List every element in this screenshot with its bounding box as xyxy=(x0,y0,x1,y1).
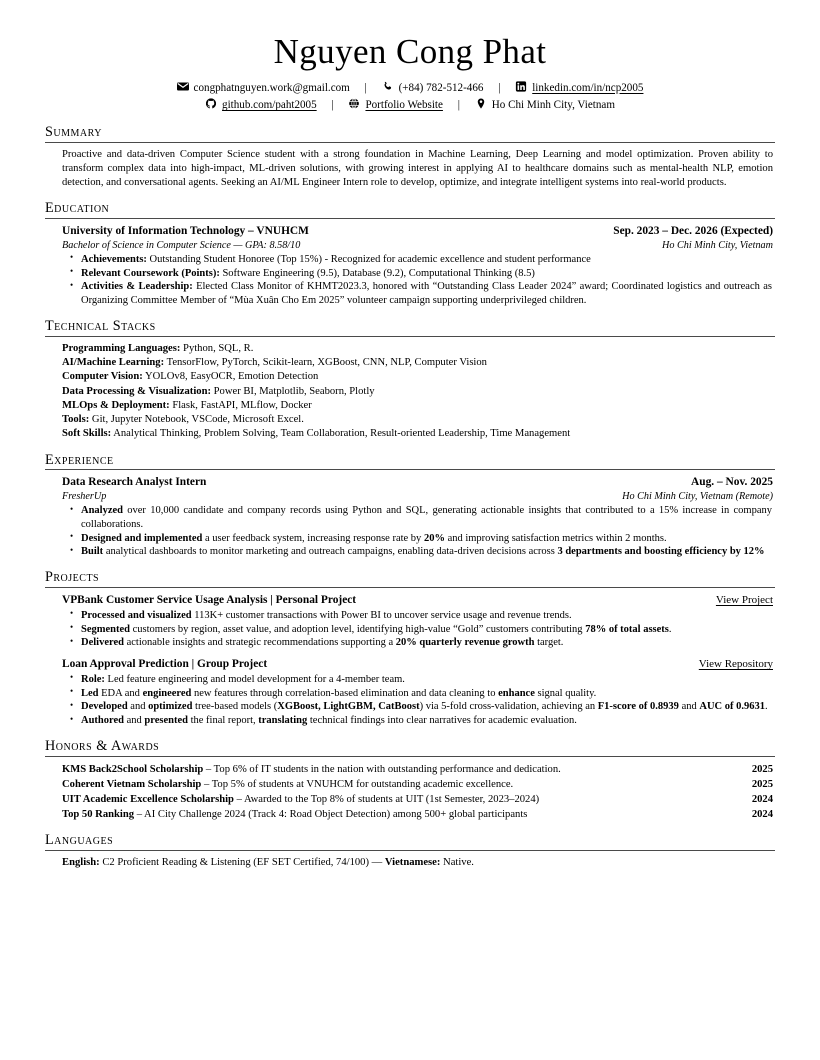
project-bullet: • Role: Led feature engineering and model development for a 4-member team. xyxy=(81,673,773,687)
languages-text: English: C2 Proficient Reading & Listening (EF SET Certified, 74/100) — Vietnamese: Native. xyxy=(62,857,474,869)
contact-email-text: congphatnguyen.work@gmail.com xyxy=(193,81,350,94)
honor-row xyxy=(62,792,773,807)
experience-title-row xyxy=(62,475,773,490)
education-bullet-label: Achievements: xyxy=(81,253,147,265)
section-heading-technical-stacks: Technical Stacks xyxy=(45,319,775,337)
technical-stacks-body xyxy=(45,342,775,442)
project-item xyxy=(62,593,773,650)
contact-linkedin-text[interactable]: linkedin.com/in/ncp2005 xyxy=(532,81,644,94)
skill-values: Python, SQL, R. xyxy=(180,342,254,354)
globe-icon xyxy=(348,98,360,109)
section-heading-languages: Languages xyxy=(45,833,775,851)
contact-phone-text: (+84) 782-512-466 xyxy=(398,81,484,94)
honor-year: 2024 xyxy=(751,794,773,806)
contact-phone[interactable] xyxy=(382,80,484,97)
experience-subtitle-row xyxy=(62,490,773,503)
section-heading-honors-awards: Honors & Awards xyxy=(45,739,775,757)
project-bullet: • Developed and optimized tree-based models (XGBoost, LightGBM, CatBoost) via 5-fold cross-validation, achieving an F1-score of 0.8939 and AUC of 0.9631. xyxy=(81,700,773,714)
summary-text: Proactive and data-driven Computer Science student with a strong foundation in Machine Learning, Deep Learning and model optimization. Proven ability to transform complex data into high-impact, ML-driven solutions, with growing interest in applying AI to healthcare domains such as mental-health NLP, emotion detection, and conversational agents. Seeking an AI/ML Engineer Intern role to develop, optimize, and integrate intelligent systems into real-world products. xyxy=(62,149,773,189)
skill-values: TensorFlow, PyTorch, Scikit-learn, XGBoost, CNN, NLP, Computer Vision xyxy=(164,357,487,369)
section-heading-projects: Projects xyxy=(45,570,775,588)
section-heading-experience: Experience xyxy=(45,453,775,471)
experience-bullet-list xyxy=(62,504,773,559)
skill-line xyxy=(62,356,773,370)
experience-job-title: Data Research Analyst Intern xyxy=(62,476,207,489)
github-icon xyxy=(205,98,217,109)
education-degree: Bachelor of Science in Computer Science — GPA: 8.58/10 xyxy=(62,239,301,251)
education-bullet-text: Outstanding Student Honoree (Top 15%) - Recognized for academic excellence and student performance xyxy=(146,253,591,265)
project-link[interactable]: View Repository xyxy=(698,658,773,671)
skill-line xyxy=(62,399,773,413)
summary-body xyxy=(45,148,775,190)
page-title: Nguyen Cong Phat xyxy=(273,32,547,71)
project-bullet-list xyxy=(62,609,773,650)
education-dates: Sep. 2023 – Dec. 2026 (Expected) xyxy=(613,225,773,238)
honor-description: KMS Back2School Scholarship – Top 6% of IT students in the nation with outstanding performance and dedication. xyxy=(62,763,561,775)
experience-item xyxy=(62,475,773,559)
experience-body xyxy=(45,475,775,559)
phone-icon xyxy=(382,81,394,92)
section-technical-stacks xyxy=(45,319,775,442)
honor-year: 2025 xyxy=(751,763,773,775)
project-title: VPBank Customer Service Usage Analysis | Personal Project xyxy=(62,594,357,607)
experience-company: FresherUp xyxy=(62,491,107,503)
skill-line xyxy=(62,413,773,427)
honor-row xyxy=(62,807,773,822)
skill-category-label: Computer Vision: xyxy=(62,371,143,383)
project-bullet: • Led EDA and engineered new features through correlation-based elimination and data cleaning to enhance signal quality. xyxy=(81,687,773,701)
honor-description: UIT Academic Excellence Scholarship – Awarded to the Top 8% of students at UIT (1st Semester, 2023–2024) xyxy=(62,794,540,806)
contact-separator: | xyxy=(457,98,460,111)
projects-body xyxy=(45,593,775,728)
education-bullet-text: Elected Class Monitor of KHMT2023.3, honored with “Outstanding Class Leader 2024” award; Coordinated logistics and outreach as Organizing Committee Member of “Mùa Xuân Cho Em 2025” volunteer campaign supporting underprivileged children. xyxy=(81,281,772,307)
section-projects xyxy=(45,570,775,728)
honor-row xyxy=(62,762,773,777)
section-languages xyxy=(45,833,775,869)
education-bullet xyxy=(81,253,773,267)
honor-description: Coherent Vietnam Scholarship – Top 5% of students at VNUHCM for outstanding academic excellence. xyxy=(62,779,514,790)
experience-bullet: • Built analytical dashboards to monitor marketing and outreach campaigns, enabling data-driven decisions across 3 departments and boosting efficiency by 12% xyxy=(81,545,773,559)
contact-separator: | xyxy=(331,98,334,111)
honor-year: 2025 xyxy=(751,779,773,790)
contact-separator: | xyxy=(364,81,367,94)
honors-body xyxy=(45,762,775,823)
experience-bullet: • Analyzed over 10,000 candidate and company records using Python and SQL, generating actionable insights that contributed to a 15% increase in company collaborations. xyxy=(81,504,773,532)
map-pin-icon xyxy=(475,98,487,109)
section-honors-awards xyxy=(45,739,775,822)
languages-body xyxy=(45,856,775,870)
education-bullet-list xyxy=(62,253,773,308)
contact-separator: | xyxy=(498,81,501,94)
skill-values: Git, Jupyter Notebook, VSCode, Microsoft Excel. xyxy=(89,414,304,426)
skill-category-label: MLOps & Deployment: xyxy=(62,399,170,411)
education-title-row xyxy=(62,224,773,239)
education-location: Ho Chi Minh City, Vietnam xyxy=(661,239,773,251)
project-item xyxy=(62,657,773,728)
contact-linkedin[interactable] xyxy=(515,80,643,97)
skill-category-label: Soft Skills: xyxy=(62,428,112,440)
section-summary xyxy=(45,125,775,190)
contact-location-text: Ho Chi Minh City, Vietnam xyxy=(491,98,615,111)
section-heading-summary: Summary xyxy=(45,125,775,143)
project-title-row xyxy=(62,657,773,672)
education-bullet xyxy=(81,280,773,308)
skill-values: Power BI, Matplotlib, Seaborn, Plotly xyxy=(211,385,375,397)
experience-dates: Aug. – Nov. 2025 xyxy=(691,476,773,489)
education-school: University of Information Technology – VNUHCM xyxy=(62,225,309,238)
skill-line xyxy=(62,370,773,384)
project-link[interactable]: View Project xyxy=(715,594,773,607)
experience-location: Ho Chi Minh City, Vietnam (Remote) xyxy=(622,491,773,503)
contact-portfolio[interactable] xyxy=(348,97,442,114)
contact-github-text[interactable]: github.com/paht2005 xyxy=(222,98,317,111)
honor-row xyxy=(62,777,773,792)
section-education xyxy=(45,201,775,308)
skill-category-label: AI/Machine Learning: xyxy=(62,357,165,369)
education-bullet xyxy=(81,267,773,281)
skill-values: Flask, FastAPI, MLflow, Docker xyxy=(169,399,312,411)
envelope-icon xyxy=(177,81,189,92)
contact-email[interactable] xyxy=(177,80,350,97)
honor-description: Top 50 Ranking – AI City Challenge 2024 (Track 4: Road Object Detection) among 500+ global participants xyxy=(62,809,528,821)
education-bullet-text: Software Engineering (9.5), Database (9.2), Computational Thinking (8.5) xyxy=(219,267,535,279)
skill-line xyxy=(62,427,773,441)
project-title-row xyxy=(62,593,773,608)
education-body xyxy=(45,224,775,308)
honor-year: 2024 xyxy=(751,809,773,821)
section-experience xyxy=(45,453,775,560)
project-bullet: • Processed and visualized 113K+ customer transactions with Power BI to uncover service usage and revenue trends. xyxy=(81,609,773,623)
section-heading-education: Education xyxy=(45,201,775,219)
skill-values: YOLOv8, EasyOCR, Emotion Detection xyxy=(142,371,319,383)
skill-values: Analytical Thinking, Problem Solving, Team Collaboration, Result-oriented Leadership, Time Management xyxy=(111,428,571,440)
project-bullet: • Segmented customers by region, asset value, and adoption level, identifying high-value “Gold” customers contributing 78% of total assets. xyxy=(81,623,773,637)
project-bullet-list xyxy=(62,673,773,728)
skill-line xyxy=(62,385,773,399)
education-bullet-label: Relevant Coursework (Points): xyxy=(81,267,220,279)
contact-location xyxy=(475,97,615,114)
contact-github[interactable] xyxy=(205,97,317,114)
experience-bullet: • Designed and implemented a user feedback system, increasing response rate by 20% and improving satisfaction metrics within 2 months. xyxy=(81,532,773,546)
project-bullet: • Authored and presented the final report, translating technical findings into clear narratives for academic evaluation. xyxy=(81,714,773,728)
education-bullet-label: Activities & Leadership: xyxy=(81,281,193,293)
contact-portfolio-text[interactable]: Portfolio Website xyxy=(365,98,443,111)
contact-row-1 xyxy=(45,80,775,97)
education-subtitle-row xyxy=(62,239,773,252)
contact-row-2 xyxy=(45,97,775,114)
project-title: Loan Approval Prediction | Group Project xyxy=(62,658,268,671)
linkedin-icon xyxy=(515,81,527,92)
skill-category-label: Programming Languages: xyxy=(62,342,181,354)
skill-category-label: Tools: xyxy=(62,414,90,426)
skill-line xyxy=(62,342,773,356)
skill-category-label: Data Processing & Visualization: xyxy=(62,385,211,397)
project-bullet: • Delivered actionable insights and strategic recommendations supporting a 20% quarterly revenue growth target. xyxy=(81,636,773,650)
